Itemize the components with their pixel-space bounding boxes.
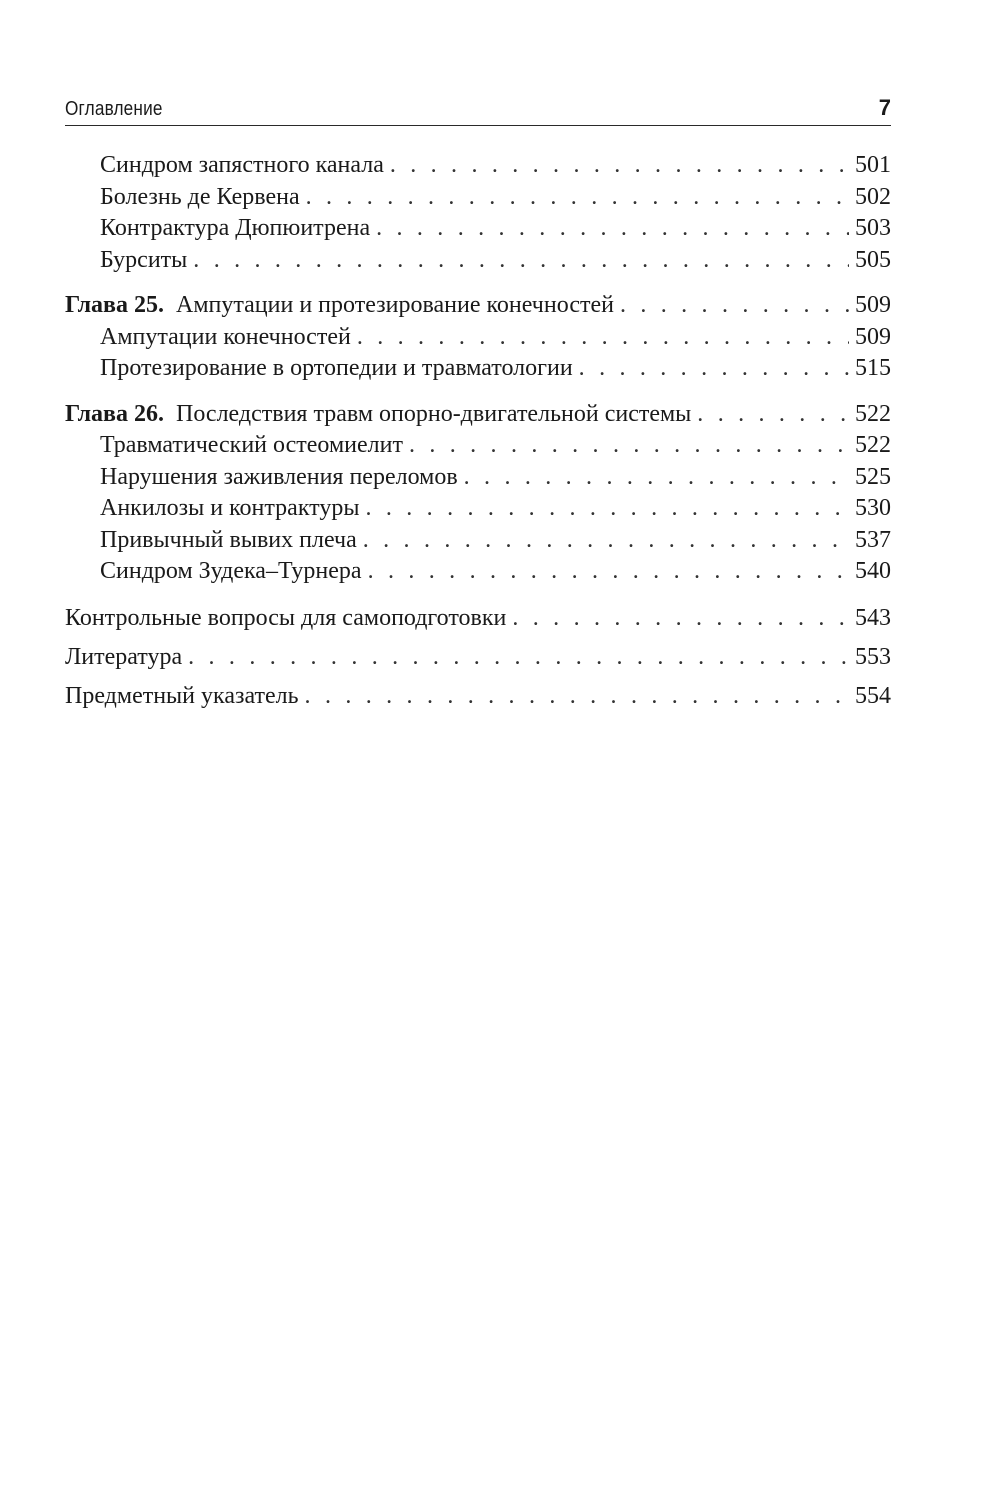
toc-entry-page: 554	[855, 682, 891, 709]
toc-group-chapter-25	[65, 290, 891, 385]
dot-leader	[512, 602, 849, 634]
dot-leader	[697, 399, 849, 431]
toc-entry-page: 553	[855, 643, 891, 670]
toc-entry-title: Бурситы	[100, 246, 188, 273]
toc-entry-title: Нарушения заживления переломов	[100, 463, 458, 490]
dot-leader	[305, 680, 849, 712]
toc-entry[interactable]	[65, 353, 891, 385]
toc-entry-bibliography[interactable]	[65, 641, 891, 673]
chapter-label: Глава 26.	[65, 400, 164, 427]
toc-entry[interactable]	[65, 150, 891, 182]
dot-leader	[620, 290, 849, 322]
toc-entry-title: Болезнь де Кервена	[100, 183, 300, 210]
toc-entry-page: 525	[855, 463, 891, 490]
toc-back-matter	[65, 602, 891, 634]
dot-leader	[376, 213, 849, 245]
toc-chapter-entry[interactable]	[65, 290, 891, 322]
toc-entry-page: 537	[855, 526, 891, 553]
toc-entry-page: 509	[855, 323, 891, 350]
toc-entry-title: Литература	[65, 643, 183, 670]
chapter-page: 509	[855, 292, 891, 318]
toc-entry[interactable]	[65, 245, 891, 277]
toc-entry[interactable]	[65, 182, 891, 214]
toc-entry-title: Предметный указатель	[65, 682, 299, 709]
running-head	[65, 95, 891, 126]
toc-entry-title: Ампутации конечностей	[100, 323, 351, 350]
dot-leader	[464, 462, 849, 494]
toc-group-chapter-26	[65, 399, 891, 588]
toc-entry-page: 502	[855, 183, 891, 210]
chapter-title: Последствия травм опорно-двигательной системы	[176, 400, 692, 427]
toc-entry-page: 505	[855, 246, 891, 273]
toc-entry-title: Синдром запястного канала	[100, 152, 384, 178]
toc-entry-page: 540	[855, 558, 891, 584]
toc-entry[interactable]	[65, 556, 891, 588]
page-number: 7	[878, 95, 891, 120]
toc-entry-subject-index[interactable]	[65, 680, 891, 712]
toc-entry[interactable]	[65, 525, 891, 557]
toc-entry[interactable]	[65, 493, 891, 525]
toc-entry-title: Контрольные вопросы для самоподготовки	[65, 604, 507, 631]
toc-entry-title: Контрактура Дюпюитрена	[100, 215, 371, 241]
dot-leader	[579, 353, 849, 385]
dot-leader	[368, 556, 849, 588]
toc-entry[interactable]	[65, 322, 891, 354]
toc-entry-title: Привычный вывих плеча	[100, 526, 357, 553]
toc-entry-page: 515	[855, 355, 891, 381]
chapter-title: Ампутации и протезирование конечностей	[176, 292, 614, 318]
dot-leader	[390, 150, 849, 182]
toc-entry-page: 522	[855, 432, 891, 458]
toc-entry[interactable]	[65, 430, 891, 462]
toc-entry-page: 503	[855, 215, 891, 241]
dot-leader	[409, 430, 849, 462]
toc-entry-review-questions[interactable]	[65, 602, 891, 634]
running-head-title: Оглавление	[65, 98, 163, 120]
dot-leader	[188, 641, 849, 673]
toc-entry-page: 530	[855, 495, 891, 521]
toc-entry-title: Протезирование в ортопедии и травматологии	[100, 355, 573, 381]
toc-entry[interactable]	[65, 213, 891, 245]
toc-entry-page: 543	[855, 604, 891, 631]
toc-entry-title: Анкилозы и контрактуры	[100, 495, 360, 521]
toc-entry-page: 501	[855, 152, 891, 178]
toc-entry-title: Травматический остеомиелит	[100, 432, 403, 458]
toc-back-matter	[65, 680, 891, 712]
dot-leader	[357, 322, 849, 354]
dot-leader	[365, 493, 849, 525]
chapter-page: 522	[855, 400, 891, 427]
chapter-label: Глава 25.	[65, 292, 164, 318]
toc-back-matter	[65, 641, 891, 673]
table-of-contents	[65, 150, 891, 719]
toc-entry-title: Синдром Зудека–Турнера	[100, 558, 362, 584]
toc-group-chapter-24-tail	[65, 150, 891, 276]
toc-entry[interactable]	[65, 462, 891, 494]
dot-leader	[193, 245, 849, 277]
toc-chapter-entry[interactable]	[65, 399, 891, 431]
dot-leader	[363, 525, 849, 557]
dot-leader	[306, 182, 849, 214]
